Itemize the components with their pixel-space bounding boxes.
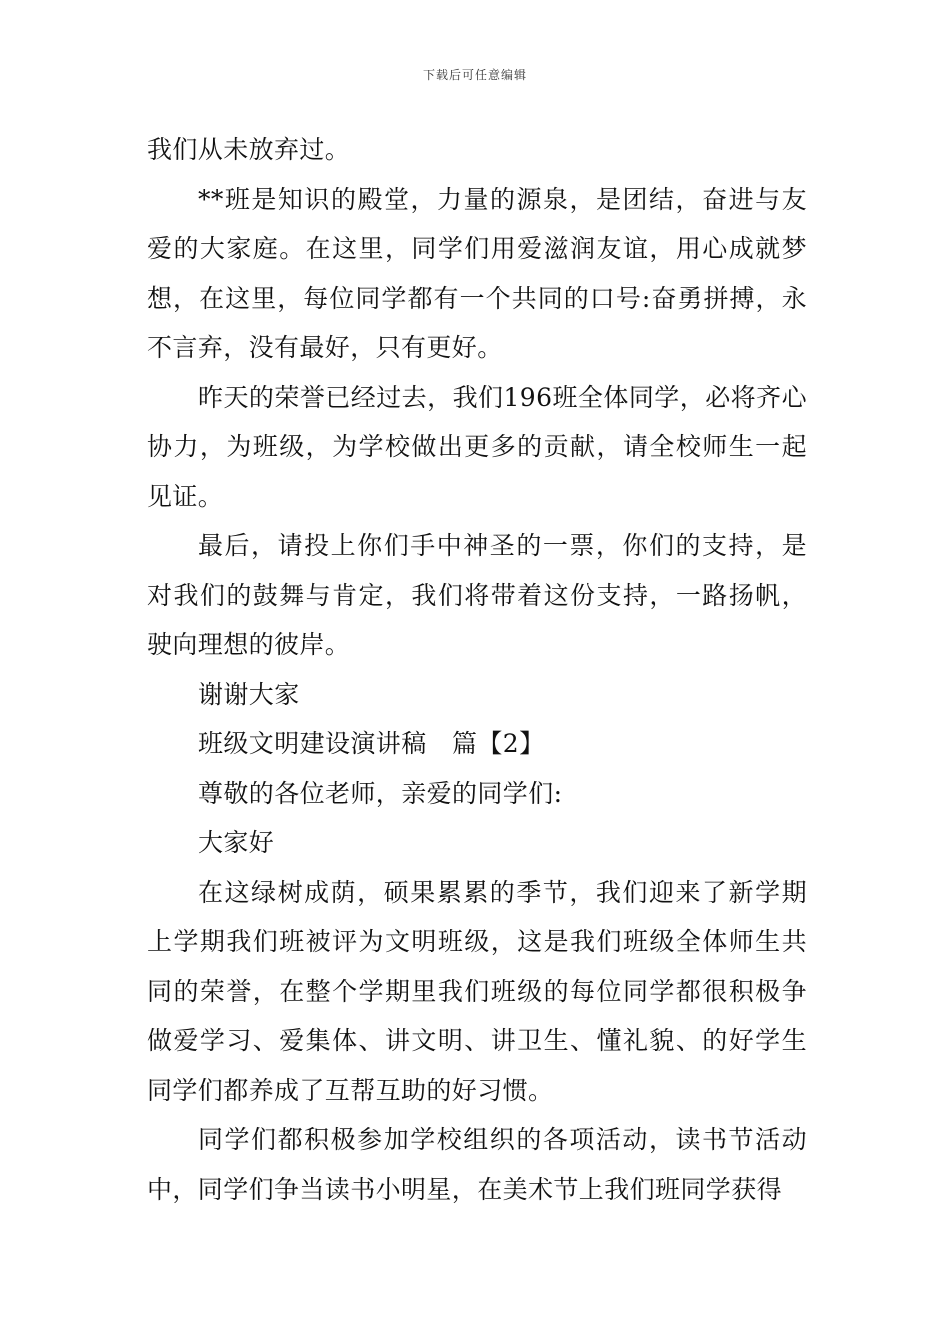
paragraph: 最后，请投上你们手中神圣的一票，你们的支持，是对我们的鼓舞与肯定，我们将带着这份支持，一路扬帆，驶向理想的彼岸。 [147, 531, 807, 659]
paragraph: 我们从未放弃过。 [147, 135, 351, 164]
closing-thanks: 谢谢大家 [198, 679, 300, 709]
paragraph: 同学们都积极参加学校组织的各项活动，读书节活动中，同学们争当读书小明星，在美术节上我们班同学获得 [147, 1125, 807, 1204]
salutation: 尊敬的各位老师，亲爱的同学们: [198, 778, 563, 808]
section-title: 班级文明建设演讲稿 篇【2】 [198, 729, 545, 758]
paragraph: **班是知识的殿堂，力量的源泉，是团结，奋进与友爱的大家庭。在这里，同学们用爱滋润友谊，用心成就梦想，在这里，每位同学都有一个共同的口号:奋勇拼搏，永不言弃，没有最好，只有更好。 [147, 184, 807, 362]
page-header: 下载后可任意编辑 [422, 68, 527, 82]
greeting: 大家好 [198, 828, 275, 857]
document-body [147, 125, 807, 1214]
paragraph: 在这绿树成荫，硕果累累的季节，我们迎来了新学期上学期我们班被评为文明班级，这是我们班级全体师生共同的荣誉，在整个学期里我们班级的每位同学都很积极争做爱学习、爱集体、讲文明、讲卫生、懂礼貌、的好学生同学们都养成了互帮互助的好习惯。 [147, 877, 807, 1105]
paragraph: 昨天的荣誉已经过去，我们196班全体同学，必将齐心协力，为班级，为学校做出更多的贡献，请全校师生一起见证。 [147, 382, 807, 511]
